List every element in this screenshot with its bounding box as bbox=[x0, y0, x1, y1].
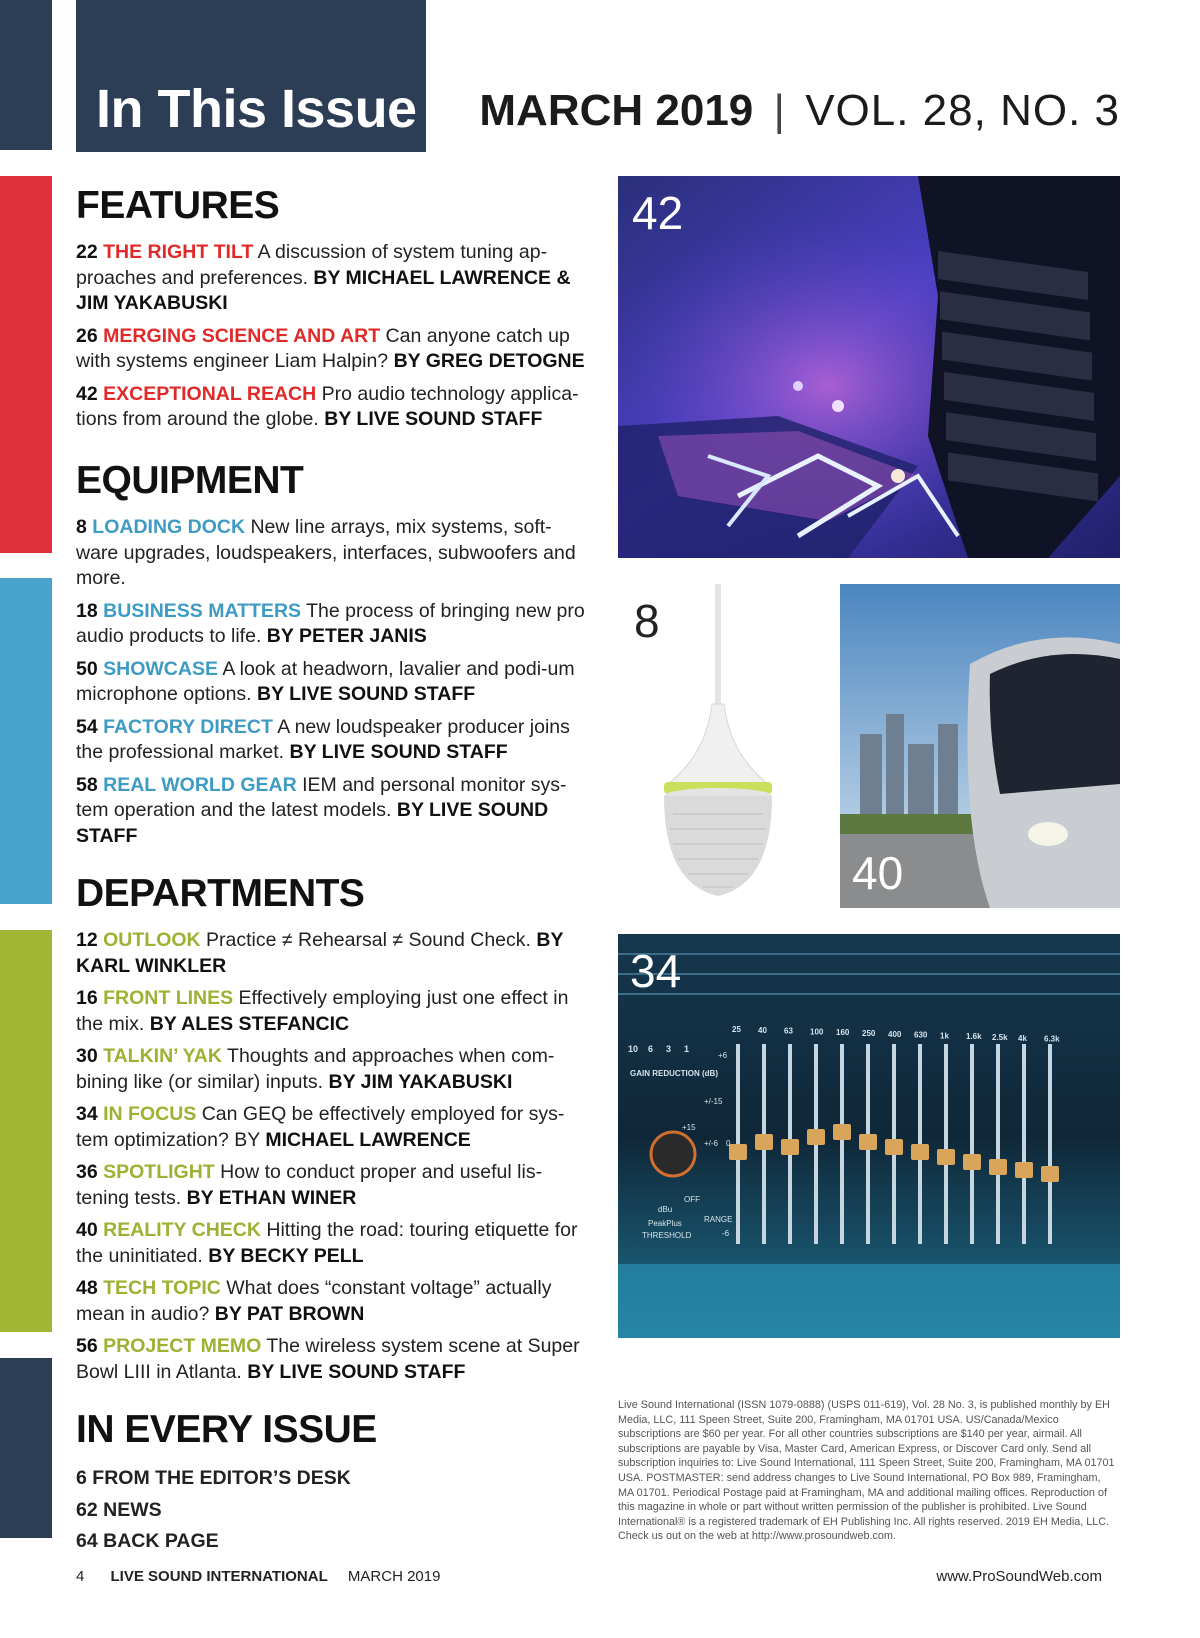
every-issue-title: IN EVERY ISSUE bbox=[76, 1408, 377, 1451]
departments-section bbox=[76, 872, 586, 1392]
eq-fader-track bbox=[996, 1044, 1000, 1244]
entry-description: Can anyone catch up with systems engineer Liam Halpin? bbox=[76, 324, 570, 372]
colophon-text: Live Sound International (ISSN 1079-0888) (USPS 011-619), Vol. 28 No. 3, is published monthly by EH Media, LLC, 111 Speen Street, Suite 200, Framingham, MA 01701 USA. US/Canada/Mexico subscriptions are $60 per year. For all other countries subscriptions are $140 per year, airmail. All subscriptions are payable by Visa, Master Card, American Express, or Discover Card only. Send all subscription inquiries to: Live Sound International, 111 Speen Street, Suite 200, Framingham, MA 01701 USA. POSTMASTER: send address changes to Live Sound International, PO Box 989, Framingham, MA 01701. Periodical Postage paid at Framingham, MA and additional mailing offices. Reproduction of this magazine in whole or part without written permission of the publisher is prohibited. Live Sound International® is a registered trademark of EH Publishing Inc. All rights reserved. 2019 EH Media, LLC. Check us out on the web at http://www.prosoundweb.com. bbox=[618, 1399, 1115, 1543]
section-bar-blue bbox=[0, 578, 52, 904]
entry-description: A look at headworn, lavalier and podi-um microphone options. bbox=[76, 657, 575, 705]
entry-page-number: 6 bbox=[76, 1467, 87, 1489]
eq-frequency-label: 63 bbox=[784, 1026, 793, 1036]
eq-fader-knob bbox=[937, 1149, 955, 1165]
entry-page-number: 22 bbox=[76, 241, 98, 263]
entry-title: REAL WORLD GEAR bbox=[103, 773, 297, 796]
toc-entry[interactable] bbox=[76, 1276, 586, 1327]
toc-entry[interactable] bbox=[76, 1218, 586, 1269]
concert-image bbox=[618, 176, 1120, 558]
eq-fader-knob bbox=[781, 1139, 799, 1155]
issue-line bbox=[479, 86, 1120, 136]
eq-fader-knob bbox=[833, 1124, 851, 1140]
entry-page-number: 12 bbox=[76, 929, 98, 951]
entry-page-number: 64 bbox=[76, 1530, 98, 1552]
toc-entry[interactable] bbox=[76, 1102, 586, 1153]
toc-entry[interactable] bbox=[76, 324, 586, 375]
microphone-photo[interactable] bbox=[618, 584, 818, 906]
issue-date: MARCH 2019 bbox=[479, 86, 754, 135]
eq-fader-track bbox=[944, 1044, 948, 1244]
features-section bbox=[76, 184, 586, 440]
entry-page-number: 26 bbox=[76, 324, 98, 347]
entry-title: REALITY CHECK bbox=[103, 1219, 261, 1241]
entry-title: FACTORY DIRECT bbox=[103, 715, 273, 738]
entry-title: FROM THE EDITOR’S DESK bbox=[92, 1467, 351, 1489]
entry-description: The process of bringing new pro audio products to life. bbox=[76, 599, 585, 647]
section-bar-navy-bottom bbox=[0, 1358, 52, 1538]
eq-gr-scale: 3 bbox=[666, 1044, 672, 1054]
eq-fader-track bbox=[840, 1044, 844, 1244]
entry-title: BACK PAGE bbox=[103, 1530, 219, 1552]
toc-entry[interactable] bbox=[76, 928, 586, 979]
entry-byline: BY GREG DETOGNE bbox=[393, 350, 585, 372]
eq-plus15-label: +15 bbox=[682, 1123, 696, 1132]
entry-page-number: 34 bbox=[76, 1103, 98, 1125]
entry-description: Effectively employing just one effect in the mix. bbox=[76, 987, 569, 1035]
departments-title: DEPARTMENTS bbox=[76, 872, 365, 915]
eq-fader-track bbox=[1048, 1044, 1052, 1244]
entry-title: FRONT LINES bbox=[103, 987, 234, 1009]
entry-byline: BY LIVE SOUND STAFF bbox=[289, 741, 508, 763]
entry-title: LOADING DOCK bbox=[92, 516, 246, 538]
toc-entry[interactable] bbox=[76, 986, 586, 1037]
eq-fader-knob bbox=[1041, 1166, 1059, 1182]
entry-description: The wireless system scene at Super Bowl LIII in Atlanta. bbox=[76, 1335, 580, 1383]
entry-page-number: 18 bbox=[76, 599, 98, 622]
toc-entry[interactable] bbox=[76, 382, 586, 433]
eq-gain-reduction-label: GAIN REDUCTION (dB) bbox=[630, 1069, 718, 1078]
entry-page-number: 48 bbox=[76, 1277, 98, 1299]
eq-fader-knob bbox=[859, 1134, 877, 1150]
toc-entry[interactable] bbox=[76, 1160, 586, 1211]
page-title: In This Issue bbox=[96, 79, 417, 139]
toc-entry[interactable] bbox=[76, 1466, 586, 1492]
bus-photo[interactable] bbox=[840, 584, 1120, 908]
photo-page-number: 34 bbox=[630, 945, 682, 997]
entry-description: A new loudspeaker producer joins the professional market. bbox=[76, 715, 570, 763]
toc-entry[interactable] bbox=[76, 773, 586, 850]
photo-page-number: 8 bbox=[634, 595, 660, 647]
eq-frequency-label: 160 bbox=[836, 1028, 850, 1038]
eq-range-label: RANGE bbox=[704, 1215, 733, 1224]
entry-description: Pro audio technology applica-tions from around the globe. bbox=[76, 382, 579, 430]
entry-page-number: 36 bbox=[76, 1161, 98, 1183]
toc-entry[interactable] bbox=[76, 1498, 586, 1524]
eq-frequency-label: 25 bbox=[732, 1025, 741, 1034]
eq-peakplus-label: PeakPlus bbox=[648, 1219, 682, 1228]
photo-page-number: 40 bbox=[852, 847, 904, 899]
eq-frequency-label: 1k bbox=[940, 1031, 949, 1041]
entry-page-number: 40 bbox=[76, 1219, 98, 1241]
section-bar-red bbox=[0, 176, 52, 553]
eq-frequency-label: 40 bbox=[758, 1025, 767, 1035]
eq-fader-knob bbox=[1015, 1162, 1033, 1178]
entry-title: NEWS bbox=[103, 1498, 162, 1521]
eq-fader-track bbox=[970, 1044, 974, 1244]
toc-entry[interactable] bbox=[76, 1529, 586, 1555]
entry-description: Thoughts and approaches when com-bining like (or similar) inputs. bbox=[76, 1045, 555, 1093]
eq-pm6-label: +/-6 bbox=[704, 1139, 719, 1148]
equipment-section bbox=[76, 459, 586, 856]
entry-byline: BY LIVE SOUND STAFF bbox=[247, 1360, 466, 1383]
entry-page-number: 42 bbox=[76, 382, 98, 405]
eq-frequency-label: 2.5k bbox=[992, 1033, 1008, 1042]
toc-entry[interactable] bbox=[76, 599, 586, 650]
entry-page-number: 54 bbox=[76, 715, 98, 738]
eq-minus6-label: -6 bbox=[722, 1229, 730, 1238]
entry-byline: BY PETER JANIS bbox=[266, 625, 427, 647]
eq-frequency-label: 100 bbox=[810, 1027, 824, 1037]
entry-page-number: 8 bbox=[76, 516, 87, 538]
entry-page-number: 50 bbox=[76, 657, 98, 680]
eq-frequency-label: 4k bbox=[1018, 1033, 1027, 1043]
entry-title: TALKIN’ YAK bbox=[103, 1045, 222, 1067]
entry-title: IN FOCUS bbox=[103, 1103, 197, 1125]
eq-threshold-label: THRESHOLD bbox=[642, 1231, 692, 1240]
entry-description: New line arrays, mix systems, soft-ware upgrades, loudspeakers, interfaces, subwoofers and more. bbox=[76, 516, 576, 589]
entry-description: Can GEQ be effectively employed for sys-tem optimization? BY bbox=[76, 1103, 565, 1151]
footer-website-link[interactable]: www.ProSoundWeb.com bbox=[936, 1568, 1102, 1585]
eq-gr-scale: 10 bbox=[628, 1044, 639, 1054]
eq-off-label: OFF bbox=[684, 1195, 700, 1204]
entry-title: SHOWCASE bbox=[103, 657, 218, 680]
eq-fader-knob bbox=[885, 1139, 903, 1155]
eq-frequency-label: 1.6k bbox=[966, 1032, 982, 1042]
eq-fader-knob bbox=[911, 1144, 929, 1160]
footer-date: MARCH 2019 bbox=[347, 1568, 441, 1585]
toc-entry[interactable] bbox=[76, 1044, 586, 1095]
eq-fader-knob bbox=[963, 1154, 981, 1170]
eq-fader-knob bbox=[755, 1134, 773, 1150]
features-title: FEATURES bbox=[76, 184, 280, 227]
toc-entry[interactable] bbox=[76, 1334, 586, 1385]
eq-pm15-label: +/-15 bbox=[704, 1097, 723, 1106]
entry-title: TECH TOPIC bbox=[103, 1277, 221, 1299]
entry-byline: BY KARL WINKLER bbox=[76, 929, 564, 977]
toc-entry[interactable] bbox=[76, 240, 586, 317]
issue-separator: | bbox=[773, 86, 785, 135]
eq-fader-knob bbox=[989, 1159, 1007, 1175]
entry-page-number: 16 bbox=[76, 987, 98, 1009]
entry-title: BUSINESS MATTERS bbox=[103, 599, 302, 622]
eq-dbu-label: dBu bbox=[658, 1205, 673, 1214]
eq-zero-label: 0 bbox=[726, 1139, 731, 1148]
eq-gr-scale: 1 bbox=[684, 1044, 690, 1054]
entry-byline: BY JIM YAKABUSKI bbox=[328, 1070, 513, 1093]
eq-gr-scale: 6 bbox=[648, 1044, 654, 1054]
header-box bbox=[76, 0, 426, 152]
entry-page-number: 62 bbox=[76, 1498, 98, 1521]
eq-fader-track bbox=[1022, 1044, 1026, 1244]
entry-byline: BY LIVE SOUND STAFF bbox=[257, 683, 476, 705]
entry-byline: BY LIVE SOUND STAFF bbox=[76, 799, 549, 847]
footer-page-number: 4 bbox=[76, 1568, 85, 1585]
eq-frequency-label: 6.3k bbox=[1044, 1034, 1060, 1044]
entry-byline: BY BECKY PELL bbox=[208, 1244, 364, 1267]
entry-title: PROJECT MEMO bbox=[103, 1335, 262, 1357]
toc-entry[interactable] bbox=[76, 515, 586, 592]
entry-byline: BY MICHAEL LAWRENCE & JIM YAKABUSKI bbox=[76, 266, 571, 314]
entry-page-number: 56 bbox=[76, 1335, 98, 1357]
eq-frequency-label: 630 bbox=[914, 1030, 928, 1040]
eq-frequency-label: 250 bbox=[862, 1029, 876, 1038]
section-bar-navy-top bbox=[0, 0, 52, 150]
entry-title: THE RIGHT TILT bbox=[103, 241, 254, 263]
equalizer-image bbox=[618, 934, 1120, 1338]
toc-entry[interactable] bbox=[76, 657, 586, 708]
entry-description: IEM and personal monitor sys-tem operation and the latest models. bbox=[76, 773, 567, 821]
entry-byline: BY LIVE SOUND STAFF bbox=[324, 408, 543, 430]
entry-title: SPOTLIGHT bbox=[103, 1161, 215, 1183]
entry-byline: BY ALES STEFANCIC bbox=[149, 1012, 350, 1035]
entry-title: EXCEPTIONAL REACH bbox=[103, 382, 317, 405]
entry-page-number: 58 bbox=[76, 773, 98, 796]
equalizer-photo[interactable] bbox=[618, 934, 1120, 1338]
entry-description: Hitting the road: touring etiquette for the uninitiated. bbox=[76, 1219, 578, 1267]
entry-description: What does “constant voltage” actually mean in audio? bbox=[76, 1277, 552, 1325]
entry-description: A discussion of system tuning ap-proaches and preferences. bbox=[76, 241, 548, 289]
toc-entry[interactable] bbox=[76, 715, 586, 766]
equipment-title: EQUIPMENT bbox=[76, 459, 304, 502]
footer-magazine-name: LIVE SOUND INTERNATIONAL bbox=[110, 1568, 328, 1585]
entry-byline: BY ETHAN WINER bbox=[186, 1186, 357, 1209]
eq-frequency-label: 400 bbox=[888, 1029, 902, 1039]
entry-byline: MICHAEL LAWRENCE bbox=[265, 1128, 471, 1151]
entry-description: How to conduct proper and useful lis-tening tests. bbox=[76, 1161, 543, 1209]
every-issue-section bbox=[76, 1408, 586, 1561]
section-bar-green bbox=[0, 930, 52, 1332]
eq-plus6-label: +6 bbox=[718, 1051, 728, 1060]
concert-photo[interactable] bbox=[618, 176, 1120, 558]
entry-title: MERGING SCIENCE AND ART bbox=[103, 324, 381, 347]
eq-fader-knob bbox=[807, 1129, 825, 1145]
photo-page-number: 42 bbox=[632, 187, 684, 239]
eq-fader-knob bbox=[729, 1144, 747, 1160]
issue-volume: VOL. 28, NO. 3 bbox=[805, 86, 1120, 135]
footer-left bbox=[76, 1568, 440, 1585]
entry-byline: BY PAT BROWN bbox=[214, 1302, 365, 1325]
entry-description: Practice ≠ Rehearsal ≠ Sound Check. bbox=[206, 929, 531, 951]
entry-title: OUTLOOK bbox=[103, 929, 201, 951]
entry-page-number: 30 bbox=[76, 1045, 98, 1067]
